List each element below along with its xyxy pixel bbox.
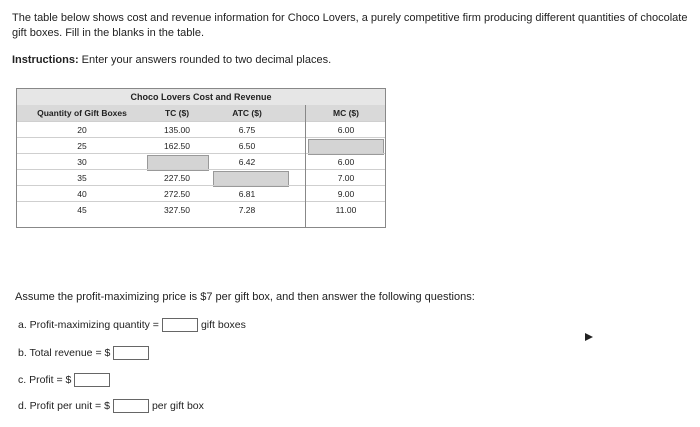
tc-cell: 162.50: [164, 141, 190, 151]
tc-cell: 327.50: [164, 205, 190, 215]
mc-cell: 11.00: [335, 205, 357, 215]
mouse-cursor-icon: [585, 333, 593, 341]
mc-cell: 9.00: [337, 189, 355, 199]
atc-cell: 6.81: [238, 189, 256, 199]
atc-cell: 6.75: [238, 125, 256, 135]
profit-max-quantity-input[interactable]: [162, 318, 198, 332]
question-b-label: b. Total revenue = $: [18, 347, 111, 359]
quantity-cell: 30: [77, 157, 87, 167]
header-atc: ATC ($): [232, 108, 262, 118]
question-a-suffix: gift boxes: [200, 319, 246, 331]
question-a: [18, 318, 246, 332]
quantity-cell: 25: [77, 141, 87, 151]
question-d-suffix: per gift box: [151, 400, 204, 412]
profit-per-unit-input[interactable]: [113, 399, 149, 413]
mc-column-divider: [305, 105, 386, 227]
question-a-label: a. Profit-maximizing quantity =: [18, 319, 159, 331]
question-b: [18, 346, 152, 360]
header-tc: TC ($): [164, 108, 190, 118]
tc-cell: 135.00: [164, 125, 190, 135]
question-c-label: c. Profit = $: [18, 374, 72, 386]
question-d-label: d. Profit per unit = $: [18, 400, 110, 412]
quantity-cell: 20: [77, 125, 87, 135]
question-intro: Assume the profit-maximizing price is $7 per gift box, and then answer the following questions:: [15, 291, 475, 303]
header-quantity: Quantity of Gift Boxes: [37, 108, 127, 118]
atc-cell: 6.50: [238, 141, 256, 151]
mc-cell: 6.00: [337, 157, 355, 167]
tc-cell: 227.50: [164, 173, 190, 183]
mc-cell: 6.00: [337, 125, 355, 135]
quantity-cell: 45: [77, 205, 87, 215]
table-caption: Choco Lovers Cost and Revenue: [17, 89, 385, 105]
header-mc: MC ($): [333, 108, 359, 118]
profit-input[interactable]: [74, 373, 110, 387]
total-revenue-input[interactable]: [113, 346, 149, 360]
question-d: [18, 399, 204, 413]
intro-text: The table below shows cost and revenue information for Choco Lovers, a purely competitive firm producing different quantities of chocolate gift boxes. Fill in the blanks in the table.: [12, 12, 688, 39]
quantity-cell: 35: [77, 173, 87, 183]
tc-cell: 272.50: [164, 189, 190, 199]
atc-cell: 6.42: [238, 157, 256, 167]
quantity-cell: 40: [77, 189, 87, 199]
instructions-text: Enter your answers rounded to two decimal places.: [78, 54, 332, 66]
instructions: [12, 54, 331, 66]
cost-revenue-table: [16, 88, 386, 228]
atc-cell: 7.28: [238, 205, 256, 215]
instructions-label: Instructions:: [12, 54, 79, 66]
question-c: [18, 373, 113, 387]
mc-cell: 7.00: [337, 173, 355, 183]
